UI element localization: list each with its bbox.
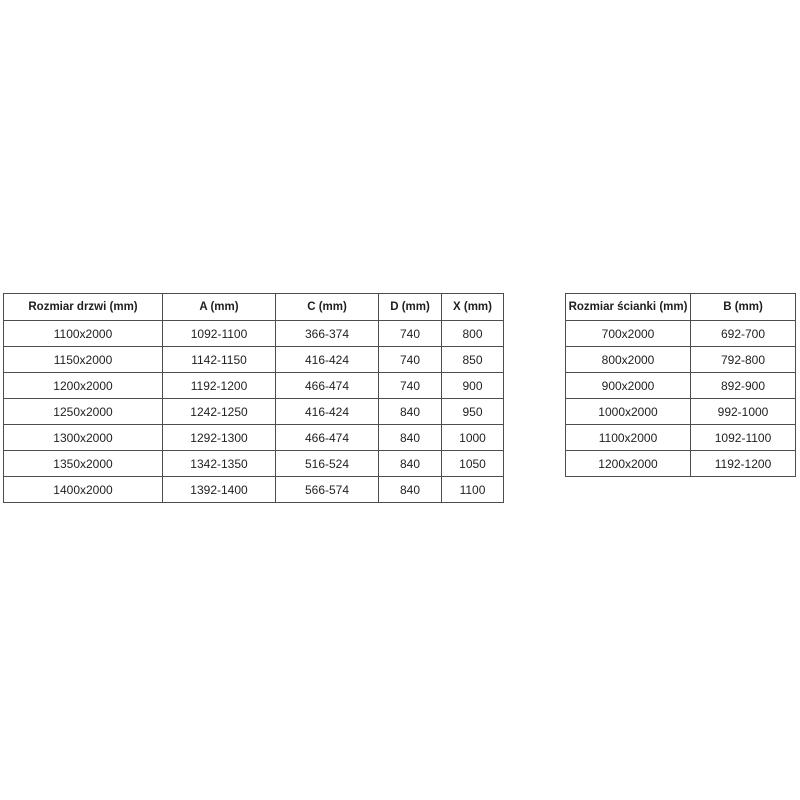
table-cell: 1050 <box>442 451 504 477</box>
table-cell: 792-800 <box>691 347 796 373</box>
table-row <box>4 477 504 503</box>
table-cell: 566-574 <box>276 477 379 503</box>
table-row <box>566 321 796 347</box>
table-row <box>566 373 796 399</box>
table-cell: 1142-1150 <box>163 347 276 373</box>
table-row <box>4 373 504 399</box>
table-cell: 1250x2000 <box>4 399 163 425</box>
table-cell: 416-424 <box>276 347 379 373</box>
column-header-d: D (mm) <box>379 294 442 321</box>
table-cell: 1100 <box>442 477 504 503</box>
table-cell: 800x2000 <box>566 347 691 373</box>
table-cell: 840 <box>379 451 442 477</box>
table-cell: 416-424 <box>276 399 379 425</box>
table-cell: 1192-1200 <box>163 373 276 399</box>
table-cell: 1192-1200 <box>691 451 796 477</box>
table-header-row <box>566 294 796 321</box>
table-cell: 1150x2000 <box>4 347 163 373</box>
table-cell: 1092-1100 <box>163 321 276 347</box>
table-cell: 800 <box>442 321 504 347</box>
table-cell: 840 <box>379 477 442 503</box>
table-cell: 366-374 <box>276 321 379 347</box>
table-cell: 840 <box>379 399 442 425</box>
table-cell: 516-524 <box>276 451 379 477</box>
table-cell: 740 <box>379 373 442 399</box>
walls-dimensions-table <box>565 293 796 477</box>
table-cell: 1200x2000 <box>566 451 691 477</box>
table-row <box>566 451 796 477</box>
table-cell: 466-474 <box>276 425 379 451</box>
table-cell: 692-700 <box>691 321 796 347</box>
column-header-rozmiar-scianki: Rozmiar ścianki (mm) <box>566 294 691 321</box>
table-cell: 1000 <box>442 425 504 451</box>
column-header-a: A (mm) <box>163 294 276 321</box>
table-cell: 740 <box>379 321 442 347</box>
table-row <box>4 451 504 477</box>
table-row <box>566 399 796 425</box>
table-cell: 1092-1100 <box>691 425 796 451</box>
table-cell: 1342-1350 <box>163 451 276 477</box>
table-cell: 950 <box>442 399 504 425</box>
table-cell: 1392-1400 <box>163 477 276 503</box>
table-cell: 740 <box>379 347 442 373</box>
table-cell: 900x2000 <box>566 373 691 399</box>
doors-dimensions-table <box>3 293 504 503</box>
table-cell: 1100x2000 <box>566 425 691 451</box>
table-row <box>4 347 504 373</box>
table-cell: 466-474 <box>276 373 379 399</box>
table-cell: 700x2000 <box>566 321 691 347</box>
column-header-x: X (mm) <box>442 294 504 321</box>
table-cell: 1000x2000 <box>566 399 691 425</box>
table-row <box>566 347 796 373</box>
column-header-rozmiar-drzwi: Rozmiar drzwi (mm) <box>4 294 163 321</box>
table-cell: 1200x2000 <box>4 373 163 399</box>
table-cell: 892-900 <box>691 373 796 399</box>
table-row <box>566 425 796 451</box>
table-cell: 1100x2000 <box>4 321 163 347</box>
table-cell: 840 <box>379 425 442 451</box>
table-header-row <box>4 294 504 321</box>
table-cell: 850 <box>442 347 504 373</box>
table-cell: 992-1000 <box>691 399 796 425</box>
table-cell: 1300x2000 <box>4 425 163 451</box>
table-cell: 1350x2000 <box>4 451 163 477</box>
table-cell: 900 <box>442 373 504 399</box>
table-row <box>4 425 504 451</box>
table-cell: 1292-1300 <box>163 425 276 451</box>
table-cell: 1400x2000 <box>4 477 163 503</box>
table-row <box>4 399 504 425</box>
table-cell: 1242-1250 <box>163 399 276 425</box>
table-row <box>4 321 504 347</box>
column-header-b: B (mm) <box>691 294 796 321</box>
column-header-c: C (mm) <box>276 294 379 321</box>
